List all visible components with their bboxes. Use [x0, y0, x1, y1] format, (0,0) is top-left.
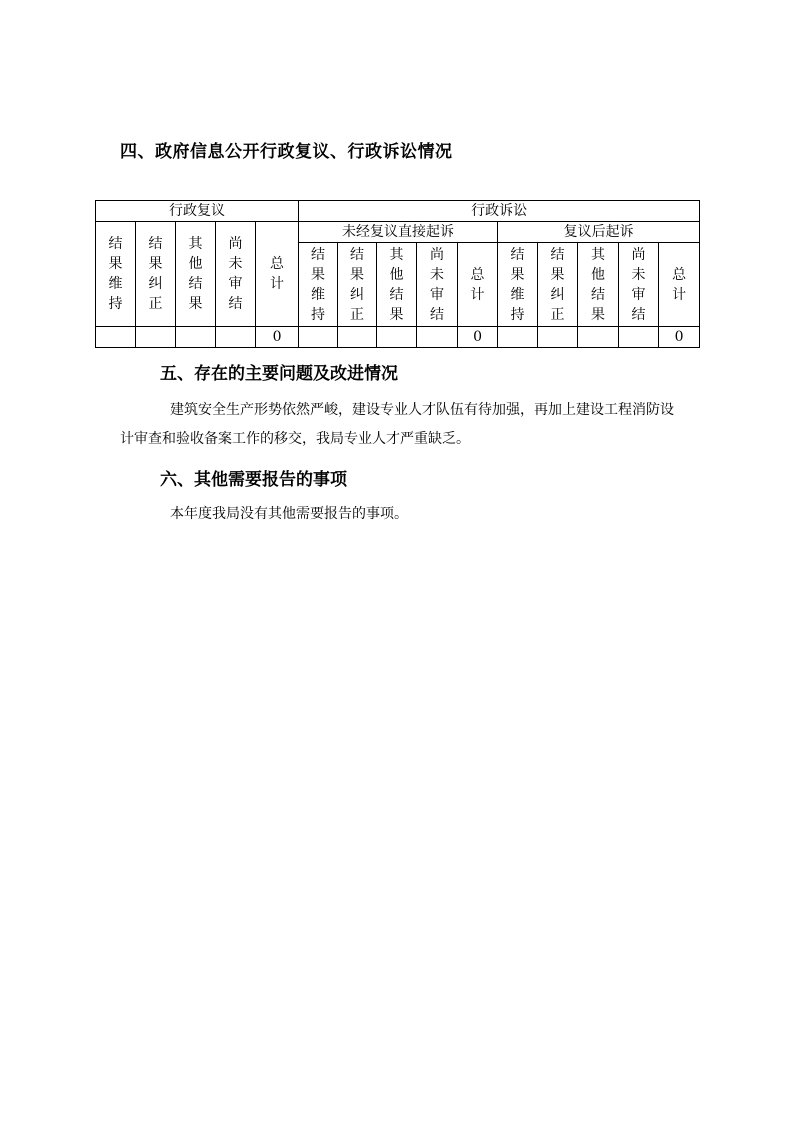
col-after-correct: 结 果 纠 正	[538, 243, 578, 327]
value-after-correct	[538, 327, 578, 348]
value-after-uphold	[498, 327, 538, 348]
value-direct-uphold	[299, 327, 338, 348]
header-after-review-litigation: 复议后起诉	[498, 222, 700, 243]
section-6-paragraph: 本年度我局没有其他需要报告的事项。	[170, 506, 408, 522]
col-after-other: 其 他 结 果	[578, 243, 619, 327]
section-5-heading: 五、存在的主要问题及改进情况	[160, 364, 398, 384]
value-review-correct	[136, 327, 176, 348]
value-after-total: 0	[659, 327, 700, 348]
col-after-total: 总 计	[659, 243, 700, 327]
table-row	[96, 327, 700, 348]
value-after-pending	[619, 327, 659, 348]
col-direct-total: 总 计	[458, 243, 498, 327]
review-litigation-table	[95, 200, 700, 348]
value-review-pending	[216, 327, 256, 348]
col-review-other: 其 他 结 果	[176, 222, 216, 327]
header-admin-review: 行政复议	[96, 201, 299, 222]
col-review-pending: 尚 未 审 结	[216, 222, 256, 327]
header-direct-litigation: 未经复议直接起诉	[299, 222, 498, 243]
value-direct-other	[377, 327, 417, 348]
col-direct-other: 其 他 结 果	[377, 243, 417, 327]
col-review-total: 总 计	[256, 222, 299, 327]
value-direct-correct	[338, 327, 377, 348]
col-after-pending: 尚 未 审 结	[619, 243, 659, 327]
col-review-uphold: 结 果 维 持	[96, 222, 136, 327]
value-direct-pending	[417, 327, 458, 348]
value-review-uphold	[96, 327, 136, 348]
value-review-total: 0	[256, 327, 299, 348]
section-5-paragraph: 建筑安全生产形势依然严峻，建设专业人才队伍有待加强，再加上建设工程消防设计审查和验收备案工作的移交，我局专业人才严重缺乏。	[120, 402, 674, 447]
section-4-heading: 四、政府信息公开行政复议、行政诉讼情况	[120, 142, 453, 162]
value-review-other	[176, 327, 216, 348]
col-direct-uphold: 结 果 维 持	[299, 243, 338, 327]
header-admin-litigation: 行政诉讼	[299, 201, 700, 222]
value-after-other	[578, 327, 619, 348]
section-6-heading: 六、其他需要报告的事项	[160, 470, 347, 490]
col-after-uphold: 结 果 维 持	[498, 243, 538, 327]
value-direct-total: 0	[458, 327, 498, 348]
col-review-correct: 结 果 纠 正	[136, 222, 176, 327]
col-direct-correct: 结 果 纠 正	[338, 243, 377, 327]
col-direct-pending: 尚 未 审 结	[417, 243, 458, 327]
